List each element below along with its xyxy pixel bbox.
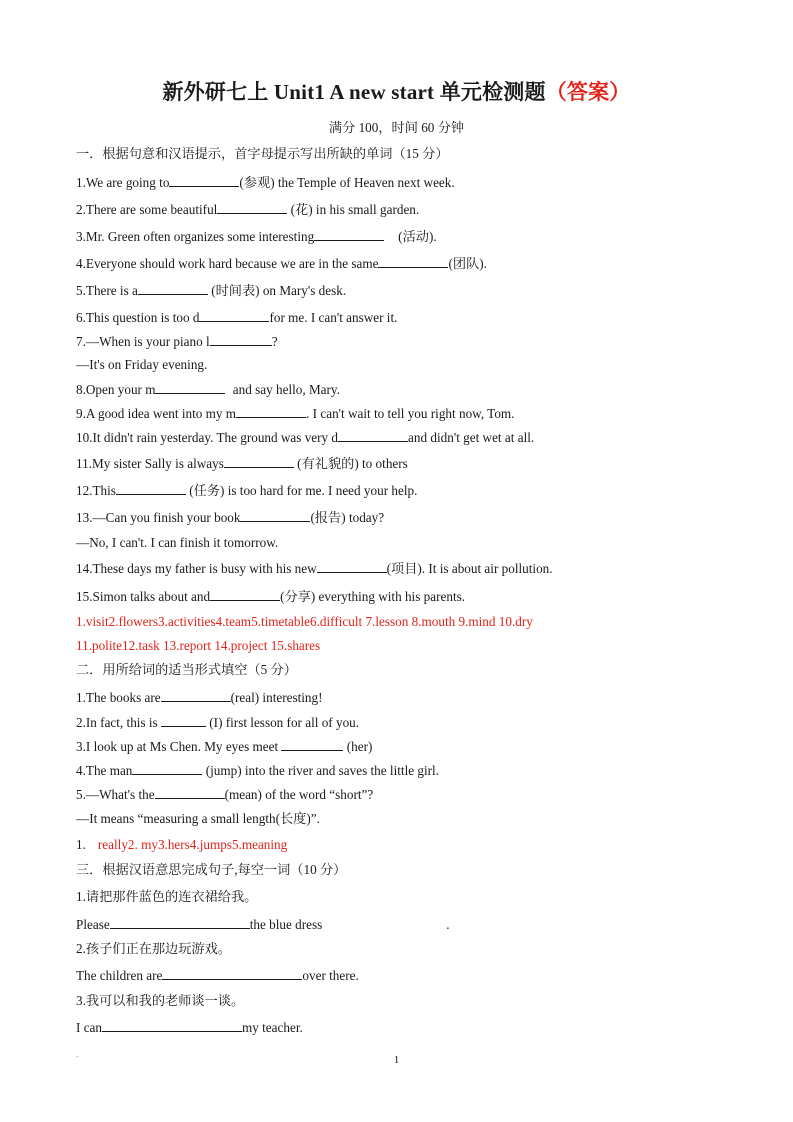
question-3-1: Please the blue dress . [76, 917, 450, 932]
answer-blank[interactable] [132, 762, 202, 775]
answer-blank[interactable] [116, 482, 186, 495]
question-1-4: 4.Everyone should work hard because we are in the same (团队). [76, 256, 487, 271]
answer-blank[interactable] [102, 1019, 242, 1032]
answer-blank[interactable] [110, 916, 250, 929]
answer-key-line-1: 1.visit2.flowers3.activities4.team5.timetable6.difficult 7.lesson 8.mouth 9.mind 10.dry [76, 614, 533, 629]
question-2-2: 2.In fact, this is (I) first lesson for all of you. [76, 715, 360, 730]
answer-blank[interactable] [155, 786, 225, 799]
question-1-13-reply: —No, I can't. I can finish it tomorrow. [76, 535, 279, 550]
section2-heading: 二．用所给词的适当形式填空（5 分） [76, 662, 297, 677]
title-main: 新外研七上 Unit1 A new start 单元检测题 [162, 80, 546, 104]
question-1-3: 3.Mr. Green often organizes some interesting (活动). [76, 229, 437, 244]
section2-answer-key: 1. really2. my3.hers4.jumps5.meaning [76, 837, 288, 852]
answer-key-line-2: 11.polite12.task 13.report 14.project 15.shares [76, 638, 321, 653]
section1-heading: 一．根据句意和汉语提示，首字母提示写出所缺的单词（15 分） [76, 146, 449, 161]
answer-blank[interactable] [281, 738, 343, 751]
answer-blank[interactable] [338, 429, 408, 442]
answer-blank[interactable] [217, 201, 287, 214]
question-1-8: 8.Open your m and say hello, Mary. [76, 382, 340, 397]
question-1-1: 1.We are going to (参观) the Temple of Heaven next week. [76, 175, 455, 190]
page-number: 1 [393, 1054, 400, 1066]
question-1-9: 9.A good idea went into my m . I can't wait to tell you right now, Tom. [76, 406, 515, 421]
answer-blank[interactable] [210, 588, 280, 601]
question-2-1: 1.The books are (real) interesting! [76, 690, 323, 705]
answer-blank[interactable] [317, 560, 387, 573]
answer-blank[interactable] [161, 689, 231, 702]
answer-blank[interactable] [314, 228, 384, 241]
answer-blank[interactable] [169, 174, 239, 187]
question-3-3: I can my teacher. [76, 1020, 303, 1035]
question-1-7-reply: —It's on Friday evening. [76, 357, 208, 372]
question-3-1-chinese: 1.请把那件蓝色的连衣裙给我。 [76, 889, 258, 904]
question-3-2: The children are over there. [76, 968, 359, 983]
answer-blank[interactable] [378, 255, 448, 268]
question-1-5: 5.There is a (时间表) on Mary's desk. [76, 283, 347, 298]
question-2-5-reply: —It means “measuring a small length(长度)”. [76, 811, 320, 826]
question-1-7: 7.—When is your piano l ? [76, 334, 278, 349]
title-answer-tag: （答案） [545, 80, 631, 104]
question-1-11: 11.My sister Sally is always (有礼貌的) to others [76, 456, 408, 471]
question-3-3-chinese: 3.我可以和我的老师谈一谈。 [76, 993, 245, 1008]
question-2-3: 3.I look up at Ms Chen. My eyes meet (her) [76, 739, 373, 754]
subtitle: 满分 100，时间 60 分钟 [328, 120, 465, 135]
question-3-2-chinese: 2.孩子们正在那边玩游戏。 [76, 941, 231, 956]
section3-heading: 三．根据汉语意思完成句子,每空一词（10 分） [76, 862, 347, 877]
question-2-4: 4.The man (jump) into the river and saves the little girl. [76, 763, 439, 778]
footer-mark: - [76, 1052, 79, 1061]
answer-blank[interactable] [199, 309, 269, 322]
question-1-13: 13.—Can you finish your book (报告) today? [76, 510, 385, 525]
question-1-14: 14.These days my father is busy with his new (项目). It is about air pollution. [76, 561, 553, 576]
answer-blank[interactable] [138, 282, 208, 295]
answer-blank[interactable] [224, 455, 294, 468]
answer-blank[interactable] [236, 405, 306, 418]
page-title [0, 76, 793, 106]
answer-blank[interactable] [162, 967, 302, 980]
question-2-5: 5.—What's the (mean) of the word “short”? [76, 787, 374, 802]
question-1-12: 12.This (任务) is too hard for me. I need your help. [76, 483, 418, 498]
question-1-10: 10.It didn't rain yesterday. The ground was very d and didn't get wet at all. [76, 430, 535, 445]
question-1-6: 6.This question is too d for me. I can't answer it. [76, 310, 398, 325]
answer-blank[interactable] [210, 333, 272, 346]
question-1-15: 15.Simon talks about and (分享) everything with his parents. [76, 589, 466, 604]
answer-blank[interactable] [155, 381, 225, 394]
question-1-2: 2.There are some beautiful (花) in his small garden. [76, 202, 420, 217]
answer-blank[interactable] [240, 509, 310, 522]
answer-blank[interactable] [161, 714, 206, 727]
